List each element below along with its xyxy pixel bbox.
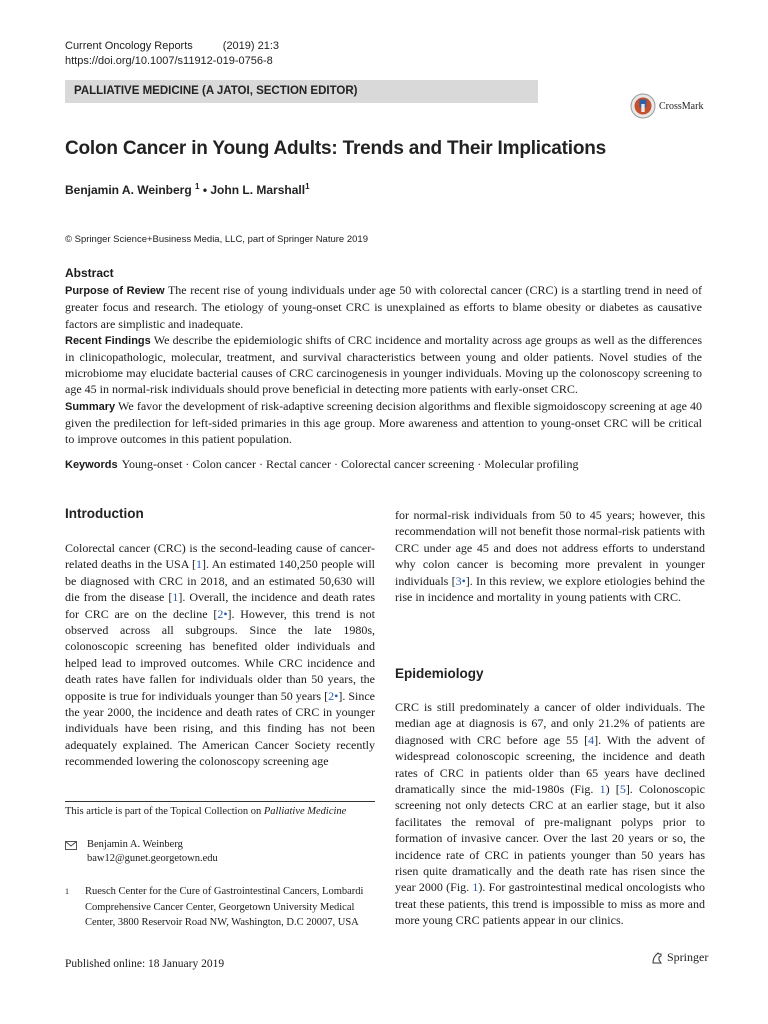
crossmark-icon	[630, 93, 656, 119]
crossmark-badge[interactable]	[630, 93, 703, 119]
abstract-findings-text: We describe the epidemiologic shifts of CRC incidence and mortality across age groups as well as the differences in clinicopathologic, molecular, treatment, and survival characteristics between young and older patients. Novel studies of the microbiome may elucidate bacterial causes of CRC carcinogenesis in younger individuals. Moving up the colonoscopy screening to age 45 in normal-risk individuals should prove beneficial in detecting more patients with early-onset CRC.	[65, 332, 703, 397]
journal-volume: (2019) 21:3	[222, 40, 280, 52]
body-text: Colorectal cancer (CRC) is the second-leading cause of cancer-related deaths in the USA [	[65, 541, 375, 572]
epidemiology-paragraph	[395, 699, 705, 929]
author-affiliation-mark: 1	[305, 182, 310, 191]
correspondence	[65, 838, 218, 866]
author-separator: •	[202, 183, 208, 197]
envelope-icon	[65, 841, 77, 850]
introduction-continuation	[395, 507, 705, 605]
correspondence-details	[87, 838, 218, 866]
abstract-purpose-text: The recent rise of young individuals under age 50 with colorectal cancer (CRC) is a startling trend in need of greater focus and research. The etiology of young-onset CRC is unexplained as efforts to blame obesity or diabetes as causative factors are simplistic and inadequate.	[65, 283, 702, 331]
epidemiology-body	[395, 699, 705, 929]
body-text: ). For gastrointestinal medical oncologists who treat these patients, this trend is impossible to miss as more and more young CRC patients appear in our clinics.	[395, 880, 705, 928]
corresponding-author: Benjamin A. Weinberg	[87, 839, 183, 850]
epidemiology-heading: Epidemiology	[395, 666, 484, 681]
journal-name: Current Oncology Reports	[65, 40, 193, 52]
abstract-summary	[65, 398, 702, 448]
body-text: ]. However, this trend is not observed across all subgroups. Since the late 1980s, colonoscopic screening has benefited older individuals and helped lead to improved outcomes. While CRC incidence and death rates have fallen for individuals older than 50 years, the opposite is true for individuals younger than 50 years [	[65, 606, 375, 703]
crossmark-label: CrossMark	[659, 100, 704, 112]
introduction-heading: Introduction	[65, 506, 144, 521]
body-text: ]. In this review, we explore etiologies behind the rise in incidence and mortality in young patients with CRC.	[395, 573, 706, 605]
citation-link[interactable]: 2•	[328, 688, 339, 703]
author-affiliation-mark: 1	[195, 182, 200, 191]
keywords-text: Young-onset · Colon cancer · Rectal cancer · Colorectal cancer screening · Molecular profiling	[121, 457, 579, 471]
copyright-notice: © Springer Science+Business Media, LLC, part of Springer Nature 2019	[65, 234, 368, 245]
affiliation-number: 1	[65, 887, 69, 896]
abstract-summary-label: Summary	[65, 400, 116, 413]
abstract-findings	[65, 332, 702, 398]
body-text: ]. An estimated 140,250 people will be diagnosed with CRC in 2018, and an estimated 50,630 will die from the disease [	[65, 557, 375, 605]
citation-link[interactable]: 5	[619, 782, 626, 797]
abstract-purpose-label: Purpose of Review	[65, 285, 165, 298]
author-list	[65, 182, 310, 197]
affiliation	[65, 884, 375, 931]
abstract-heading: Abstract	[65, 266, 114, 280]
footnote-divider	[65, 801, 375, 802]
keywords-label: Keywords	[65, 459, 118, 471]
body-text: ]. Since the year 2000, the incidence and death rates of CRC in younger individuals have been rising, and this finding has not been adequately explained. The American Cancer Society recently recommended lowering the colonoscopy screening age	[65, 688, 376, 769]
body-text: ]. Colonoscopic screening not only detects CRC at an earlier stage, but it also facilitates the removal of pre-malignant polyps prior to formation of invasive cancer. Over the last 20 years or so, the incidence rate of CRC in patients younger than 50 years has risen quite dramatically and the death rate has risen since the year 2000 (Fig.	[395, 782, 705, 895]
publisher-name: Springer	[667, 950, 709, 964]
abstract-findings-label: Recent Findings	[65, 334, 151, 347]
author-name[interactable]: Benjamin A. Weinberg	[65, 183, 192, 197]
doi-link[interactable]: https://doi.org/10.1007/s11912-019-0756-8	[65, 55, 273, 67]
citation-link[interactable]: 2•	[217, 606, 228, 621]
section-banner: PALLIATIVE MEDICINE (A JATOI, SECTION EDITOR)	[65, 80, 538, 103]
collection-name: Palliative Medicine	[263, 806, 347, 817]
publisher-logo	[650, 950, 708, 965]
corresponding-email[interactable]: baw12@gunet.georgetown.edu	[87, 853, 218, 864]
body-text: ) [	[605, 782, 620, 797]
citation-link[interactable]: 4	[588, 732, 595, 747]
journal-info	[65, 40, 279, 52]
citation-link[interactable]: 3•	[455, 573, 466, 588]
author-name[interactable]: John L. Marshall	[210, 183, 306, 197]
continuation-paragraph	[395, 507, 705, 605]
body-text: ]. With the advent of widespread colonoscopic screening, the incidence and death rates of CRC in patients older than 65 years have declined dramatically since the mid-1980s (Fig.	[395, 732, 705, 797]
citation-link[interactable]: 1	[172, 590, 179, 605]
figure-link[interactable]: 1	[599, 782, 606, 797]
figure-link[interactable]: 1	[472, 880, 479, 895]
introduction-paragraph	[65, 540, 375, 770]
body-text: for normal-risk individuals from 50 to 45 years; however, this recommendation will not benefit those normal-risk patients with CRC under age 45 and does not address efforts to understand why colon cancer is becoming more prevalent in younger individuals [	[395, 508, 705, 588]
body-text: CRC is still predominately a cancer of older individuals. The median age at diagnosis is 67, and only 21.2% of patients are diagnosed with CRC before age 55 [	[395, 700, 705, 747]
abstract-section	[65, 265, 702, 447]
citation-link[interactable]: 1	[196, 557, 202, 572]
body-text: ]. Overall, the incidence and death rates for CRC are on the decline [	[65, 590, 376, 621]
keywords	[65, 457, 579, 472]
introduction-body	[65, 540, 375, 770]
published-date: Published online: 18 January 2019	[65, 958, 225, 970]
springer-horse-icon	[650, 951, 664, 965]
article-title: Colon Cancer in Young Adults: Trends and Their Implications	[65, 138, 607, 159]
collection-prefix: This article is part of the Topical Collection on	[65, 806, 264, 817]
affiliation-text: Ruesch Center for the Cure of Gastrointestinal Cancers, Lombardi Comprehensive Cancer Center, Georgetown University Medical Center, 3800 Reservoir Road NW, Washington, D.C 20007, USA	[85, 886, 364, 929]
abstract-summary-text: We favor the development of risk-adaptive screening decision algorithms and flexible sigmoidoscopy screening at age 40 given the predilection for left-sided primaries in this age group. More awareness and attention to young-onset CRC will be critical to improve outcomes in this patient population.	[65, 398, 702, 447]
abstract-purpose	[65, 282, 702, 332]
topical-collection-note	[65, 806, 346, 817]
